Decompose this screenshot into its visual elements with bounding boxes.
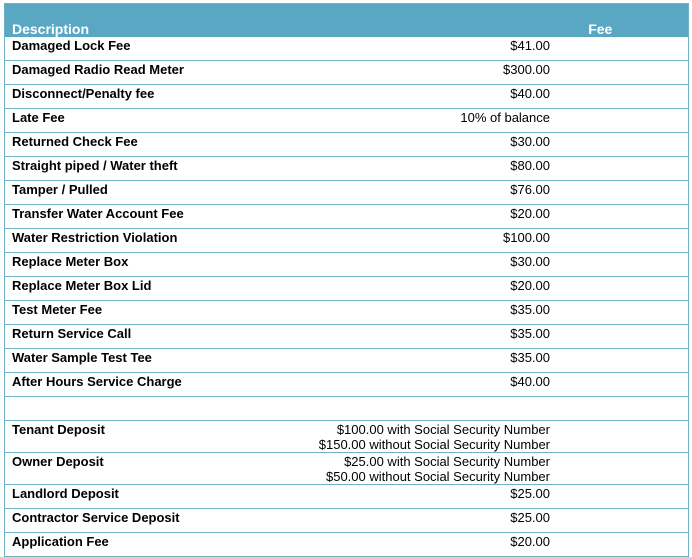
fee-description: Damaged Lock Fee	[5, 37, 265, 61]
fee-amount: $300.00	[265, 61, 689, 85]
fee-description: Late Fee	[5, 109, 265, 133]
deposit-amount-line: $25.00 with Social Security Number	[344, 454, 550, 469]
fee-amount: $40.00	[265, 373, 689, 397]
table-row	[5, 277, 689, 301]
table-row	[5, 485, 689, 509]
spacer-cell	[5, 397, 265, 421]
table-row	[5, 133, 689, 157]
fee-description: Return Service Call	[5, 325, 265, 349]
fee-amount: $76.00	[265, 181, 689, 205]
fee-description: Water Restriction Violation	[5, 229, 265, 253]
fee-table	[4, 3, 689, 557]
fee-description: Damaged Radio Read Meter	[5, 61, 265, 85]
deposit-amount-line: $25.00	[510, 510, 550, 525]
deposit-description: Application Fee	[5, 533, 265, 557]
table-row	[5, 229, 689, 253]
fee-amount: $30.00	[265, 133, 689, 157]
fee-description: Test Meter Fee	[5, 301, 265, 325]
deposit-amount	[265, 453, 689, 485]
fee-amount: $20.00	[265, 205, 689, 229]
fee-description: Water Sample Test Tee	[5, 349, 265, 373]
fee-amount: $35.00	[265, 325, 689, 349]
fee-description: Replace Meter Box Lid	[5, 277, 265, 301]
fee-amount: $35.00	[265, 349, 689, 373]
table-row	[5, 453, 689, 485]
table-row	[5, 85, 689, 109]
fee-description: Straight piped / Water theft	[5, 157, 265, 181]
deposit-amount	[265, 421, 689, 453]
deposit-description: Owner Deposit	[5, 453, 265, 485]
fee-schedule	[4, 3, 688, 557]
fee-amount: $100.00	[265, 229, 689, 253]
table-row	[5, 421, 689, 453]
fee-amount: $80.00	[265, 157, 689, 181]
fee-description: Tamper / Pulled	[5, 181, 265, 205]
deposit-description: Tenant Deposit	[5, 421, 265, 453]
fee-amount: $41.00	[265, 37, 689, 61]
deposit-amount-line: $20.00	[510, 534, 550, 549]
table-row	[5, 61, 689, 85]
table-row	[5, 373, 689, 397]
fee-description: After Hours Service Charge	[5, 373, 265, 397]
table-row	[5, 253, 689, 277]
table-row	[5, 325, 689, 349]
deposit-amount	[265, 533, 689, 557]
table-row	[5, 109, 689, 133]
header-fee: Fee	[265, 4, 689, 38]
spacer-cell	[265, 397, 689, 421]
header-description: Description	[5, 4, 265, 38]
table-body	[5, 37, 689, 557]
deposit-description: Contractor Service Deposit	[5, 509, 265, 533]
fee-description: Replace Meter Box	[5, 253, 265, 277]
table-row	[5, 37, 689, 61]
fee-description: Returned Check Fee	[5, 133, 265, 157]
fee-amount: $35.00	[265, 301, 689, 325]
fee-amount: $30.00	[265, 253, 689, 277]
fee-amount: 10% of balance	[265, 109, 689, 133]
table-row	[5, 157, 689, 181]
fee-amount: $20.00	[265, 277, 689, 301]
table-row	[5, 349, 689, 373]
table-header	[5, 4, 689, 38]
deposit-amount-line: $100.00 with Social Security Number	[336, 422, 550, 437]
fee-amount: $40.00	[265, 85, 689, 109]
table-row	[5, 509, 689, 533]
deposit-description: Landlord Deposit	[5, 485, 265, 509]
table-row	[5, 205, 689, 229]
deposit-amount-line: $50.00 without Social Security Number	[325, 469, 550, 484]
table-row	[5, 533, 689, 557]
deposit-amount-line: $150.00 without Social Security Number	[318, 437, 550, 452]
spacer-row	[5, 397, 689, 421]
table-row	[5, 301, 689, 325]
fee-description: Transfer Water Account Fee	[5, 205, 265, 229]
fee-description: Disconnect/Penalty fee	[5, 85, 265, 109]
deposit-amount-line: $25.00	[510, 486, 550, 501]
deposit-amount	[265, 509, 689, 533]
table-row	[5, 181, 689, 205]
deposit-amount	[265, 485, 689, 509]
